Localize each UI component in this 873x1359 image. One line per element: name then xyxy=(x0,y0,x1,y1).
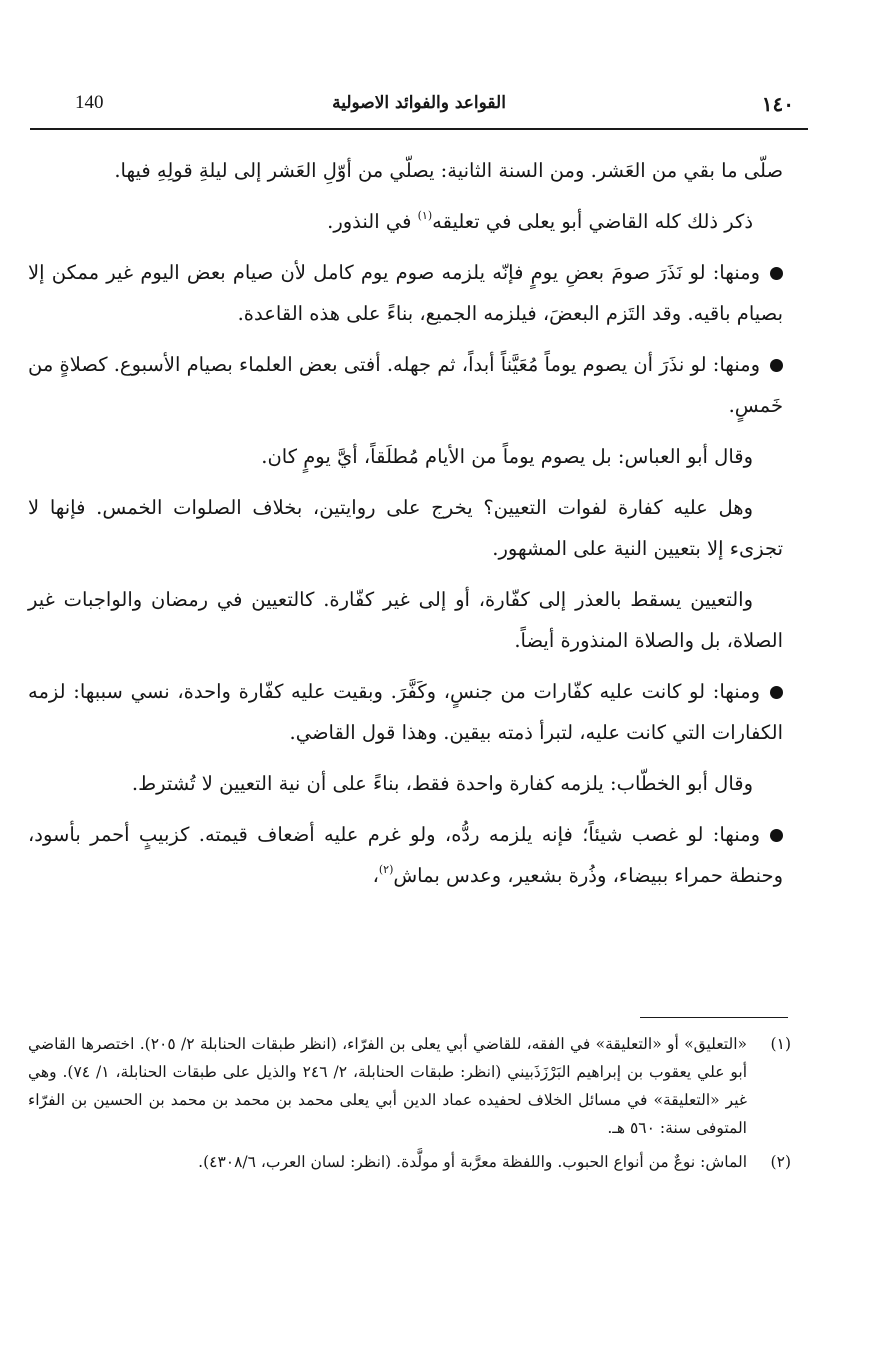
footnote-text: «التعليق» أو «التعليقة» في الفقه، للقاضي أبي يعلى بن الفرّاء، (انظر طبقات الحنابلة ٢/ ٢٠٥). اختصرها القاضي أبو علي يعقوب بن إبراهيم البَرْزَذَبيني (انظر: طبقات الحنابلة، ٢/ ٢٤٦ والذيل على طبقات الحنابلة، ١/ ٧٤). وهي غير «التعليقة» في مسائل الخلاف لحفيده عماد الدين أبي يعلى محمد بن محمد بن محمد بن الحسين بن الفرّاء المتوفى سنة: ٥٦٠ هـ. xyxy=(28,1035,748,1137)
footnotes xyxy=(28,1030,791,1182)
running-title: القواعد والفوائد الاصولية xyxy=(332,93,506,113)
bullet-icon xyxy=(770,686,783,699)
main-text xyxy=(28,150,783,906)
running-header xyxy=(30,88,808,124)
paragraph: ومنها: لو نذَرَ أن يصوم يوماً مُعَيَّناً أبداً، ثم جهله. أفتى بعض العلماء بصيام الأسبوع. كصلاةٍ من خَمسٍ. xyxy=(28,353,783,417)
bullet-icon xyxy=(770,359,783,372)
paragraph: وقال أبو الخطّاب: يلزمه كفارة واحدة فقط، بناءً على أن نية التعيين لا تُشترط. xyxy=(131,772,753,795)
footnote-text: الماش: نوعٌ من أنواع الحبوب. واللفظة معرَّبة أو مولَّدة. (انظر: لسان العرب، ٤٣٠٨/٦). xyxy=(198,1153,747,1171)
paragraph: ومنها: لو كانت عليه كفّارات من جنسٍ، وكَفَّرَ. وبقيت عليه كفّارة واحدة، نسي سببها: لزمه الكفارات التي كانت عليه، لتبرأ ذمته بيقين. وهذا قول القاضي. xyxy=(28,680,783,744)
paragraph: ذكر ذلك كله القاضي أبو يعلى في تعليقه$^{(١)}$ في النذور. xyxy=(327,209,753,233)
paragraph: وهل عليه كفارة لفوات التعيين؟ يخرج على روايتين، بخلاف الصلوات الخمس. فإنها لا تجزىء إلا بتعيين النية على المشهور. xyxy=(28,496,783,560)
paragraph: والتعيين يسقط بالعذر إلى كفّارة، أو إلى غير كفّارة. كالتعيين في رمضان والواجبات غير الصلاة، بل والصلاة المنذورة أيضاً. xyxy=(28,588,783,652)
footnote-ref[interactable]: (٢) xyxy=(378,863,394,876)
bullet-icon xyxy=(770,829,783,842)
footnote-ref[interactable]: (١) xyxy=(417,209,433,222)
paragraph: ومنها: لو نَذَرَ صومَ بعضِ يومٍ فإنّه يلزمه صوم يوم كامل لأن صيام بعض اليوم غير ممكن إلا بصيام باقيه. وقد التَزم البعضَ، فيلزمه الجميع، بناءً على هذه القاعدة. xyxy=(28,261,783,325)
footnote-number: (٢) xyxy=(770,1153,791,1171)
paragraph: وقال أبو العباس: بل يصوم يوماً من الأيام مُطلَقاً، أيَّ يومٍ كان. xyxy=(261,445,753,468)
paragraph: صلّى ما بقي من العَشر. ومن السنة الثانية: يصلّي من أوّلِ العَشر إلى ليلةِ قولِهِ فيها. xyxy=(114,159,783,182)
footnote xyxy=(28,1148,791,1176)
footnote-number: (١) xyxy=(770,1035,791,1053)
bullet-icon xyxy=(770,267,783,280)
footnote-rule xyxy=(640,1017,788,1018)
footnote xyxy=(28,1030,791,1142)
paragraph: ومنها: لو غصب شيئاً؛ فإنه يلزمه ردُّه، ولو غرم عليه أضعاف قيمته. كزبيبٍ أحمر بأسود، وحنطة حمراء ببيضاء، وذُرة بشعير، وعدس بماش$^{(٢)}$، xyxy=(28,823,783,887)
header-rule xyxy=(30,128,808,130)
page-number-arabic: ١٤٠ xyxy=(761,92,794,116)
page-number-latin: 140 xyxy=(75,92,104,113)
